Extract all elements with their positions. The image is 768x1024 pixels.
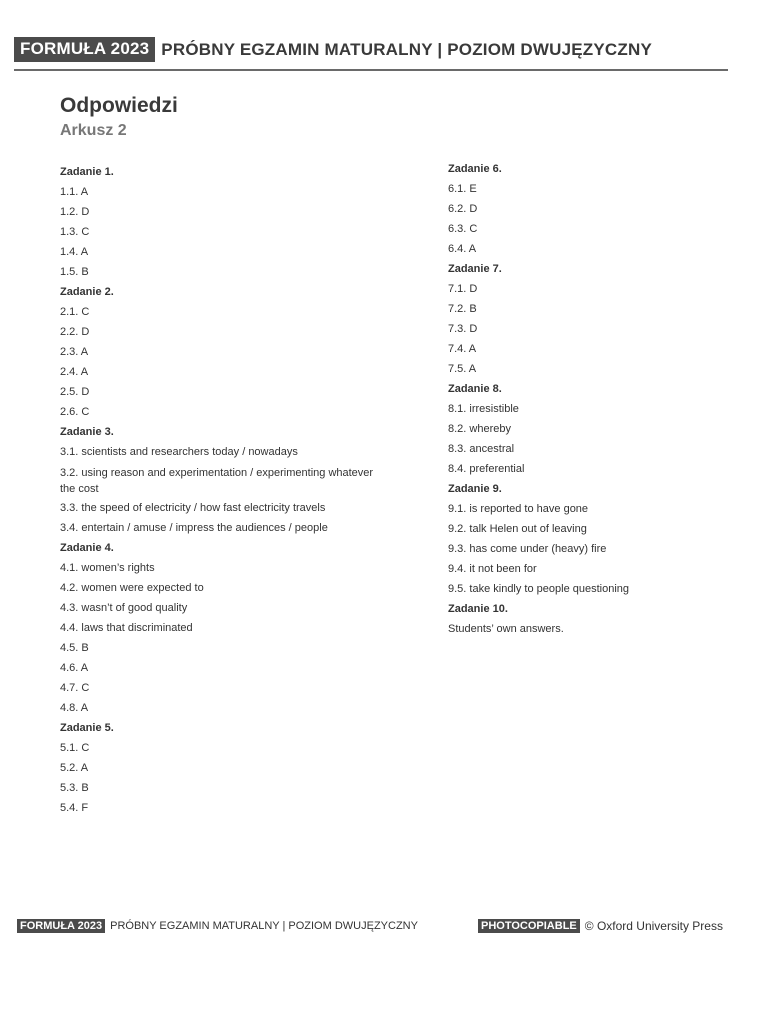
answer-item: 7.2. B	[448, 303, 477, 315]
answer-item: 4.3. wasn’t of good quality	[60, 602, 188, 614]
answer-item: 5.3. B	[60, 782, 89, 794]
task-heading: Zadanie 3.	[60, 426, 114, 438]
page-header	[14, 37, 652, 62]
task-heading: Zadanie 8.	[448, 383, 502, 395]
page-subtitle: Arkusz 2	[60, 122, 127, 139]
answer-item: 7.1. D	[448, 283, 478, 295]
answer-item: 5.1. C	[60, 742, 90, 754]
answer-item: 1.1. A	[60, 186, 89, 198]
answer-item: 2.5. D	[60, 386, 90, 398]
answer-item: 4.4. laws that discriminated	[60, 622, 193, 634]
answer-item: 4.5. B	[60, 642, 89, 654]
task-heading: Zadanie 9.	[448, 483, 502, 495]
answer-item: 4.8. A	[60, 702, 89, 714]
publisher-credit: © Oxford University Press	[584, 919, 723, 933]
answer-item: 5.4. F	[60, 802, 89, 814]
answer-item: 1.4. A	[60, 246, 89, 258]
answer-item: 1.2. D	[60, 206, 90, 218]
answer-item: 7.3. D	[448, 323, 478, 335]
header-badge: FORMUŁA 2023	[14, 37, 155, 62]
answer-item: 6.4. A	[448, 243, 477, 255]
footer-badge: FORMUŁA 2023	[17, 919, 105, 933]
footer-copyright	[478, 919, 723, 933]
right-answer-column	[448, 162, 768, 642]
answer-item: Students’ own answers.	[448, 623, 564, 635]
answer-item: 3.4. entertain / amuse / impress the audiences / people	[60, 522, 328, 534]
answer-item: 9.4. it not been for	[448, 563, 537, 575]
answer-item: 2.1. C	[60, 306, 90, 318]
page-footer	[17, 919, 418, 933]
answer-item: 6.1. E	[448, 183, 477, 195]
answer-item: 6.3. C	[448, 223, 478, 235]
task-heading: Zadanie 4.	[60, 542, 114, 554]
task-heading: Zadanie 1.	[60, 166, 114, 178]
footer-title: PRÓBNY EGZAMIN MATURALNY | POZIOM DWUJĘZYCZNY	[110, 920, 418, 932]
task-heading: Zadanie 6.	[448, 163, 502, 175]
header-title: PRÓBNY EGZAMIN MATURALNY | POZIOM DWUJĘZYCZNY	[161, 39, 653, 59]
answer-item: 2.2. D	[60, 326, 90, 338]
answer-item: 2.4. A	[60, 366, 89, 378]
answer-item: 3.2. using reason and experimentation / experimenting whatever the cost	[60, 467, 374, 495]
header-divider	[14, 69, 728, 71]
task-heading: Zadanie 7.	[448, 263, 502, 275]
answer-item: 6.2. D	[448, 203, 478, 215]
answer-item: 4.1. women’s rights	[60, 562, 155, 574]
answer-item: 2.6. C	[60, 406, 90, 418]
answer-item: 4.6. A	[60, 662, 89, 674]
answer-item: 2.3. A	[60, 346, 89, 358]
answer-item: 9.5. take kindly to people questioning	[448, 583, 630, 595]
answer-item: 1.5. B	[60, 266, 89, 278]
left-answer-column	[60, 165, 380, 821]
task-heading: Zadanie 10.	[448, 603, 508, 615]
answer-item: 7.5. A	[448, 363, 477, 375]
task-heading: Zadanie 5.	[60, 722, 114, 734]
answer-item: 4.7. C	[60, 682, 90, 694]
page-title: Odpowiedzi	[60, 94, 178, 117]
answer-item: 9.2. talk Helen out of leaving	[448, 523, 587, 535]
answer-item: 8.1. irresistible	[448, 403, 519, 415]
photocopiable-badge: PHOTOCOPIABLE	[478, 919, 580, 933]
answer-item: 3.3. the speed of electricity / how fast electricity travels	[60, 502, 326, 514]
answer-item: 8.3. ancestral	[448, 443, 515, 455]
answer-item: 9.1. is reported to have gone	[448, 503, 589, 515]
answer-item: 1.3. C	[60, 226, 90, 238]
answer-item: 4.2. women were expected to	[60, 582, 204, 594]
task-heading: Zadanie 2.	[60, 286, 114, 298]
answer-item: 8.2. whereby	[448, 423, 511, 435]
answer-item: 3.1. scientists and researchers today / nowadays	[60, 446, 298, 458]
answer-item: 9.3. has come under (heavy) fire	[448, 543, 607, 555]
answer-item: 5.2. A	[60, 762, 89, 774]
answer-item: 7.4. A	[448, 343, 477, 355]
answer-item: 8.4. preferential	[448, 463, 525, 475]
